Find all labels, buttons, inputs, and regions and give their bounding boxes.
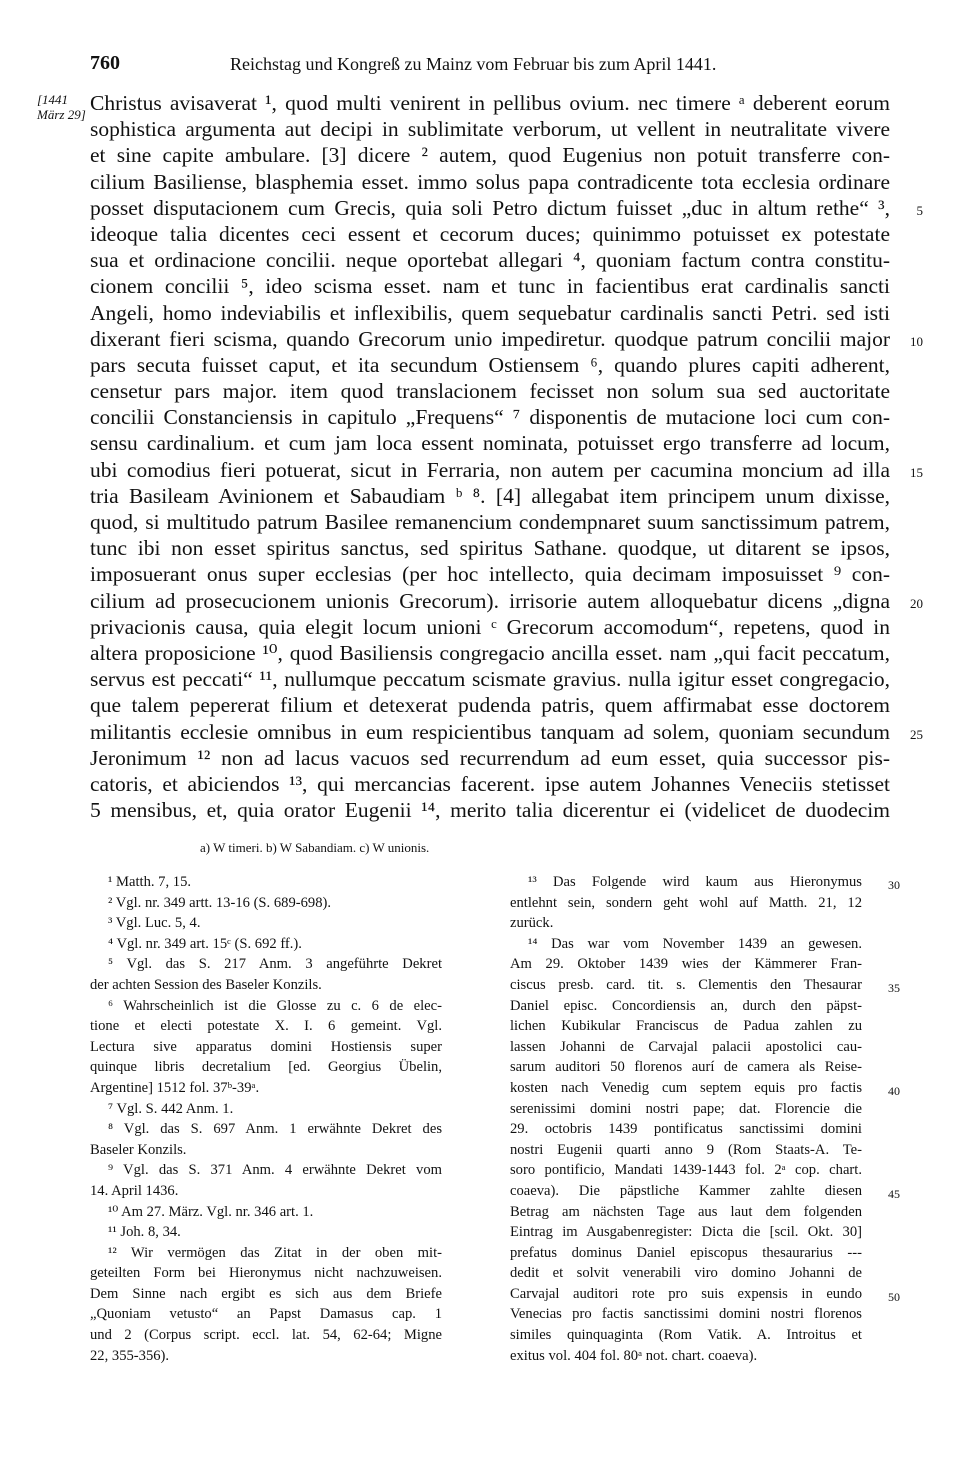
- footnote-left-line: [90, 1057, 442, 1078]
- footnote-right-line-text: soro pontificio, Mandati 1439-1443 fol. 2ᵃ cop. chart.: [510, 1162, 862, 1179]
- footnote-right-line: [510, 1243, 862, 1264]
- line-number: 40: [888, 1083, 900, 1098]
- main-line: [90, 692, 890, 718]
- line-number: 5: [916, 202, 923, 218]
- footnote-left-line-text: und 2 (Corpus script. eccl. lat. 54, 62-64; Migne: [90, 1327, 442, 1344]
- footnote-right-line: [510, 1016, 862, 1037]
- footnote-left-line-text: geteilten Form bei Hieronymus nicht nachzuweisen.: [90, 1265, 442, 1282]
- footnote-left-line: [90, 893, 442, 914]
- main-line: [90, 273, 890, 299]
- footnote-left-line-text: Baseler Konzils.: [90, 1141, 187, 1158]
- main-line-text: cilium Basiliense, blasphemia esset. immo solus papa contradicente tota ecclesia ordinare: [90, 169, 890, 194]
- footnote-right-line-text: 29. octobris 1439 pontificatus sanctissimi domini: [510, 1121, 862, 1138]
- footnote-right-line: [510, 1057, 862, 1078]
- main-line-text: posset disputacionem cum Grecis, quia soli Petro dictum fuisset „duc in altum rethe“ ³,: [90, 195, 890, 220]
- margin-date-line-1: [1441: [37, 92, 69, 107]
- footnote-right-line: [510, 913, 862, 934]
- footnote-right-line: [510, 1202, 862, 1223]
- main-line: [90, 614, 890, 640]
- footnote-right-line-text: sarum auditori 50 florenos aurí de camera als Reise-: [510, 1059, 862, 1076]
- footnote-left-line-text: Dem Sinne nach ergibt es sich aus dem Briefe: [90, 1285, 442, 1302]
- footnote-left-line: [90, 1325, 442, 1346]
- footnote-left-line-text: ⁷ Vgl. S. 442 Anm. 1.: [108, 1100, 234, 1117]
- footnote-left-line: [90, 1016, 442, 1037]
- footnote-right-line: [510, 1304, 862, 1325]
- main-line: [90, 404, 890, 430]
- page-header: [90, 52, 890, 80]
- main-line-text: quod, si multitudo patrum Basilee remanencium condempnaret suum sanctissimum patrem,: [90, 510, 890, 534]
- footnote-right-line: [510, 1099, 862, 1120]
- footnote-left-line: [90, 1263, 442, 1284]
- line-number: 30: [888, 878, 900, 892]
- footnote-right-line: [510, 1263, 862, 1284]
- line-number: 20: [910, 595, 923, 611]
- footnote-left-line: [90, 1078, 442, 1099]
- footnote-right-line: [510, 1037, 862, 1058]
- main-line-text: censetur pars major. item quod translacionem fecisset non solum sua sed auctoritate: [90, 379, 890, 404]
- footnote-right-line-text: dedit et solvit venerabili viro domino Johanni de: [510, 1265, 862, 1282]
- main-line: [90, 588, 923, 614]
- footnote-right-line-text: lichen Kubikular Franciscus de Padua zahlen zu: [510, 1018, 862, 1035]
- footnote-left-line: [90, 872, 442, 893]
- footnote-left-line: [90, 1346, 442, 1367]
- main-line: [90, 509, 890, 535]
- footnote-left-line: [90, 996, 442, 1017]
- footnote-right-line-text: entlehnt sein, sondern geht wohl auf Matth. 21, 12: [510, 894, 862, 911]
- footnote-right-line: [510, 893, 862, 914]
- footnote-right-line-text: Venecias pro factis sanctissimi domini nostri florenos: [510, 1306, 862, 1323]
- footnote-right-line-text: ¹³ Das Folgende wird kaum aus Hieronymus: [528, 874, 862, 890]
- main-line-text: catoris, et abiciendos ¹³, qui mercancias facerent. ipse autem Johannes Veneciis stetisset: [90, 771, 890, 796]
- main-text: [90, 90, 923, 823]
- footnote-right-line-text: serenissimi domini nostri pape; dat. Florencie die: [510, 1100, 862, 1117]
- footnote-left-line-text: ⁹ Vgl. das S. 371 Anm. 4 erwähnte Dekret vom: [108, 1162, 442, 1179]
- footnote-left-line-text: ³ Vgl. Luc. 5, 4.: [108, 915, 201, 932]
- footnote-left-line-text: ¹ Matth. 7, 15.: [108, 874, 192, 890]
- footnote-right-line-text: similes quinquaginta (Rom Vatik. A. Introitus et: [510, 1327, 862, 1344]
- footnote-left-line-text: ¹² Wir vermögen das Zitat in der oben mit-: [108, 1244, 442, 1261]
- footnote-left-line-text: ¹⁰ Am 27. März. Vgl. nr. 346 art. 1.: [108, 1203, 314, 1220]
- footnote-right-line: [510, 1078, 900, 1099]
- footnote-left-line: [90, 1202, 442, 1223]
- main-line-text: dixerant fieri scisma, quando Grecorum unio impediretur. quodque patrum concilii major: [90, 326, 890, 351]
- footnote-right-line-text: coaeva). Die päpstliche Kammer zahlte diesen: [510, 1182, 862, 1199]
- main-line: [90, 90, 890, 116]
- main-line-text: cionem concilii ⁵, ideo scisma esset. nam et tunc in facientibus erat cardinalis sancti: [90, 274, 890, 299]
- footnote-right-line-text: ¹⁴ Das war vom November 1439 an gewesen.: [528, 935, 862, 952]
- footnote-right-line: [510, 934, 862, 955]
- footnote-right-line-text: kosten nach Venedig cum septem equis pro factis: [510, 1079, 862, 1096]
- main-line-text: 5 mensibus, et, quia orator Eugenii ¹⁴, merito talia dicerentur ei (videlicet de duodecim: [90, 798, 890, 823]
- footnote-left-line-text: ⁴ Vgl. nr. 349 art. 15ᶜ (S. 692 ff.).: [108, 935, 302, 952]
- line-number: 25: [910, 726, 923, 742]
- footnote-left-line: [90, 1037, 442, 1058]
- main-line-text: Jeronimum ¹² non ad lacus vacuos sed recurrendum ad eum esset, quia successor pis-: [90, 745, 890, 770]
- line-number: 10: [910, 333, 923, 349]
- main-line: [90, 666, 890, 692]
- footnote-right-line-text: ciscus presb. card. tit. s. Clementis den Thesaurar: [510, 976, 862, 993]
- footnote-right-line-text: zurück.: [510, 915, 554, 932]
- footnote-left-line-text: 22, 355-356).: [90, 1347, 170, 1364]
- main-line: [90, 561, 890, 587]
- footnote-left-line: [90, 1119, 442, 1140]
- main-line: [90, 457, 923, 483]
- footnote-left-line-text: ⁸ Vgl. das S. 697 Anm. 1 erwähnte Dekret des: [108, 1121, 442, 1138]
- footnote-right-line: [510, 1160, 862, 1181]
- main-line: [90, 221, 890, 247]
- footnote-left-line: [90, 1243, 442, 1264]
- line-number: 35: [888, 980, 900, 995]
- main-line: [90, 169, 890, 195]
- footnote-right-line-text: exitus vol. 404 fol. 80ᵃ not. chart. coaeva).: [510, 1347, 758, 1364]
- main-line-text: pars secuta fuisset caput, et ita secundum Ostiensem ⁶, quando plures capiti adherent,: [90, 352, 890, 377]
- footnote-left-line-text: tione et electi potestate X. I. 6 gemeint. Vgl.: [90, 1018, 442, 1035]
- footnote-right-line: [510, 1140, 862, 1161]
- footnote-right-line: [510, 1346, 862, 1367]
- main-line-text: concilii Constanciensis in capitulo „Frequens“ ⁷ disponentis de mutacione loci cum con-: [90, 405, 890, 430]
- main-line: [90, 352, 890, 378]
- main-line-text: et sine capite ambulare. [3] dicere ² autem, quod Eugenius non potuit transferre con-: [90, 143, 890, 168]
- footnote-right-line-text: prefatus dominus Daniel episcopus thesaurarius ---: [510, 1244, 862, 1261]
- footnote-left-line: [90, 975, 442, 996]
- page-number: 760: [90, 52, 120, 74]
- running-title: Reichstag und Kongreß zu Mainz vom Februar bis zum April 1441.: [230, 54, 717, 74]
- main-line: [90, 640, 890, 666]
- footnote-left-line-text: ¹¹ Joh. 8, 34.: [108, 1224, 181, 1241]
- footnote-right-line: [510, 954, 862, 975]
- footnote-right-line-text: Betrag am nächsten Tage aus laut dem folgenden: [510, 1203, 862, 1220]
- footnote-left-line: [90, 1160, 442, 1181]
- footnote-left-line: [90, 954, 442, 975]
- main-line: [90, 745, 890, 771]
- variant-readings: a) W timeri. b) W Sabandiam. c) W unionis.: [200, 840, 430, 855]
- main-line-text: sua et ordinacione concilii. neque oportebat allegari ⁴, quoniam factum contra constitu-: [90, 248, 890, 273]
- footnote-left-line: [90, 934, 442, 955]
- footnote-left-line: [90, 1181, 442, 1202]
- main-line: [90, 771, 890, 797]
- footnote-right-line: [510, 1325, 862, 1346]
- footnote-right-line: [510, 1119, 862, 1140]
- main-line: [90, 535, 890, 561]
- line-number: 45: [888, 1186, 900, 1201]
- footnote-left-line-text: 14. April 1436.: [90, 1182, 179, 1199]
- footnote-left-line-text: ⁵ Vgl. das S. 217 Anm. 3 angeführte Dekret: [108, 956, 442, 973]
- main-line: [90, 326, 923, 352]
- main-line-text: imposuerant onus super ecclesias (per hoc intellecto, quia decimam imposuisset ⁹ con-: [90, 562, 890, 587]
- main-line-text: que talem pepererat filium et detexerat pudenda patris, quem affirmabat esse doctorem: [90, 693, 890, 718]
- footnotes-right-column: [510, 872, 900, 1366]
- main-line-text: Christus avisaverat ¹, quod multi venirent in pellibus ovium. nec timere ᵃ deberent eorum: [90, 91, 890, 115]
- footnote-left-line-text: ⁶ Wahrscheinlich ist die Glosse zu c. 6 de elec-: [108, 997, 442, 1014]
- main-line-text: cilium ad prosecucionem unionis Grecorum). irrisorie autem alloquebatur dicens „digna: [90, 588, 890, 613]
- footnote-right-line: [510, 975, 900, 996]
- main-line-text: ideoque talia dicentes ceci essent et cecorum duces; quinimmo potuisset ex potestate: [90, 221, 890, 246]
- footnote-right-line: [510, 996, 862, 1017]
- footnote-left-line-text: quinque libris decretalium [ed. Georgius Übelin,: [90, 1059, 442, 1076]
- footnote-right-line: [510, 1181, 900, 1202]
- footnote-left-line-text: der achten Session des Baseler Konzils.: [90, 976, 322, 993]
- footnote-left-line: [90, 1284, 442, 1305]
- footnote-right-line-text: nostri Eugenii quarti anno 9 (Rom Staats-A. Te-: [510, 1141, 862, 1158]
- main-line: [90, 483, 890, 509]
- main-line-text: altera proposicione ¹⁰, quod Basiliensis congregacio ancilla esset. nam „qui facit peccatum,: [90, 640, 890, 665]
- footnote-left-line: [90, 1140, 442, 1161]
- margin-date-line-2: März 29]: [37, 107, 86, 122]
- main-line: [90, 430, 890, 456]
- footnote-right-line: [510, 1222, 862, 1243]
- main-line-text: servus est peccati“ ¹¹, nullumque peccatum scismate gravius. nulla igitur esset congregacio,: [90, 667, 890, 692]
- main-line-text: ubi comodius fieri potuerat, sicut in Ferraria, non autem per cacumina moncium ad illa: [90, 457, 890, 482]
- footnote-right-line: [510, 872, 900, 893]
- footnote-left-line-text: Lectura sive apparatus domini Hostiensis super: [90, 1038, 442, 1055]
- main-line-text: Angeli, homo indeviabilis et inflexibilis, quem sequebatur cardinalis sancti Petri. sed isti: [90, 300, 890, 325]
- main-line: [90, 195, 923, 221]
- main-line-text: privacionis causa, quia elegit locum unioni ᶜ Grecorum accomodum“, repetens, quod in: [90, 614, 890, 639]
- footnote-right-line-text: Carvajal auditori rote pro suis expensis in eundo: [510, 1285, 862, 1302]
- footnote-left-line-text: Argentine] 1512 fol. 37ᵇ-39ᵃ.: [90, 1079, 260, 1096]
- footnote-left-line-text: „Quoniam vetusto“ an Papst Damasus cap. 1: [90, 1306, 442, 1323]
- footnote-right-line-text: Daniel episc. Concordiensis an, durch den päpst-: [510, 997, 862, 1014]
- footnote-left-line: [90, 1304, 442, 1325]
- footnote-right-line-text: Eintrag im Ausgabenregister: Dicta die [scil. Okt. 30]: [510, 1224, 862, 1241]
- footnote-right-line: [510, 1284, 900, 1305]
- main-line: [90, 247, 890, 273]
- main-line: [90, 142, 890, 168]
- footnote-left-line-text: ² Vgl. nr. 349 artt. 13-16 (S. 689-698).: [108, 894, 331, 911]
- main-line-text: tria Basileam Avinionem et Sabaudiam ᵇ ⁸. [4] allegabat item principem unum dixisse,: [90, 483, 890, 508]
- main-line: [90, 378, 890, 404]
- main-line: [90, 797, 890, 823]
- footnote-right-line-text: Am 29. Oktober 1439 wies der Kämmerer Fran-: [510, 956, 862, 973]
- footnote-left-line: [90, 913, 442, 934]
- footnote-left-line: [90, 1099, 442, 1120]
- main-line-text: sensu cardinalium. et cum jam loca essent nominata, potuisset ergo transferre ad locum,: [90, 431, 890, 456]
- main-line: [90, 116, 890, 142]
- main-line-text: sophistica argumenta aut decipi in sublimitate verborum, ut vellent in neutralitate vivere: [90, 117, 890, 142]
- line-number: 15: [910, 464, 923, 480]
- footnote-left-line: [90, 1222, 442, 1243]
- main-line-text: militantis ecclesie omnibus in eum respicientibus tanquam ad solem, quoniam secundum: [90, 719, 890, 744]
- line-number: 50: [888, 1289, 900, 1304]
- main-line: [90, 719, 923, 745]
- main-line-text: tunc ibi non esset spiritus sanctus, sed spiritus Sathane. quodque, ut ditarent se ipsos,: [90, 536, 890, 561]
- footnote-right-line-text: lassen Johanni de Carvajal palacii apostolici cau-: [510, 1038, 862, 1055]
- main-line: [90, 300, 890, 326]
- footnotes-left-column: [90, 872, 442, 1366]
